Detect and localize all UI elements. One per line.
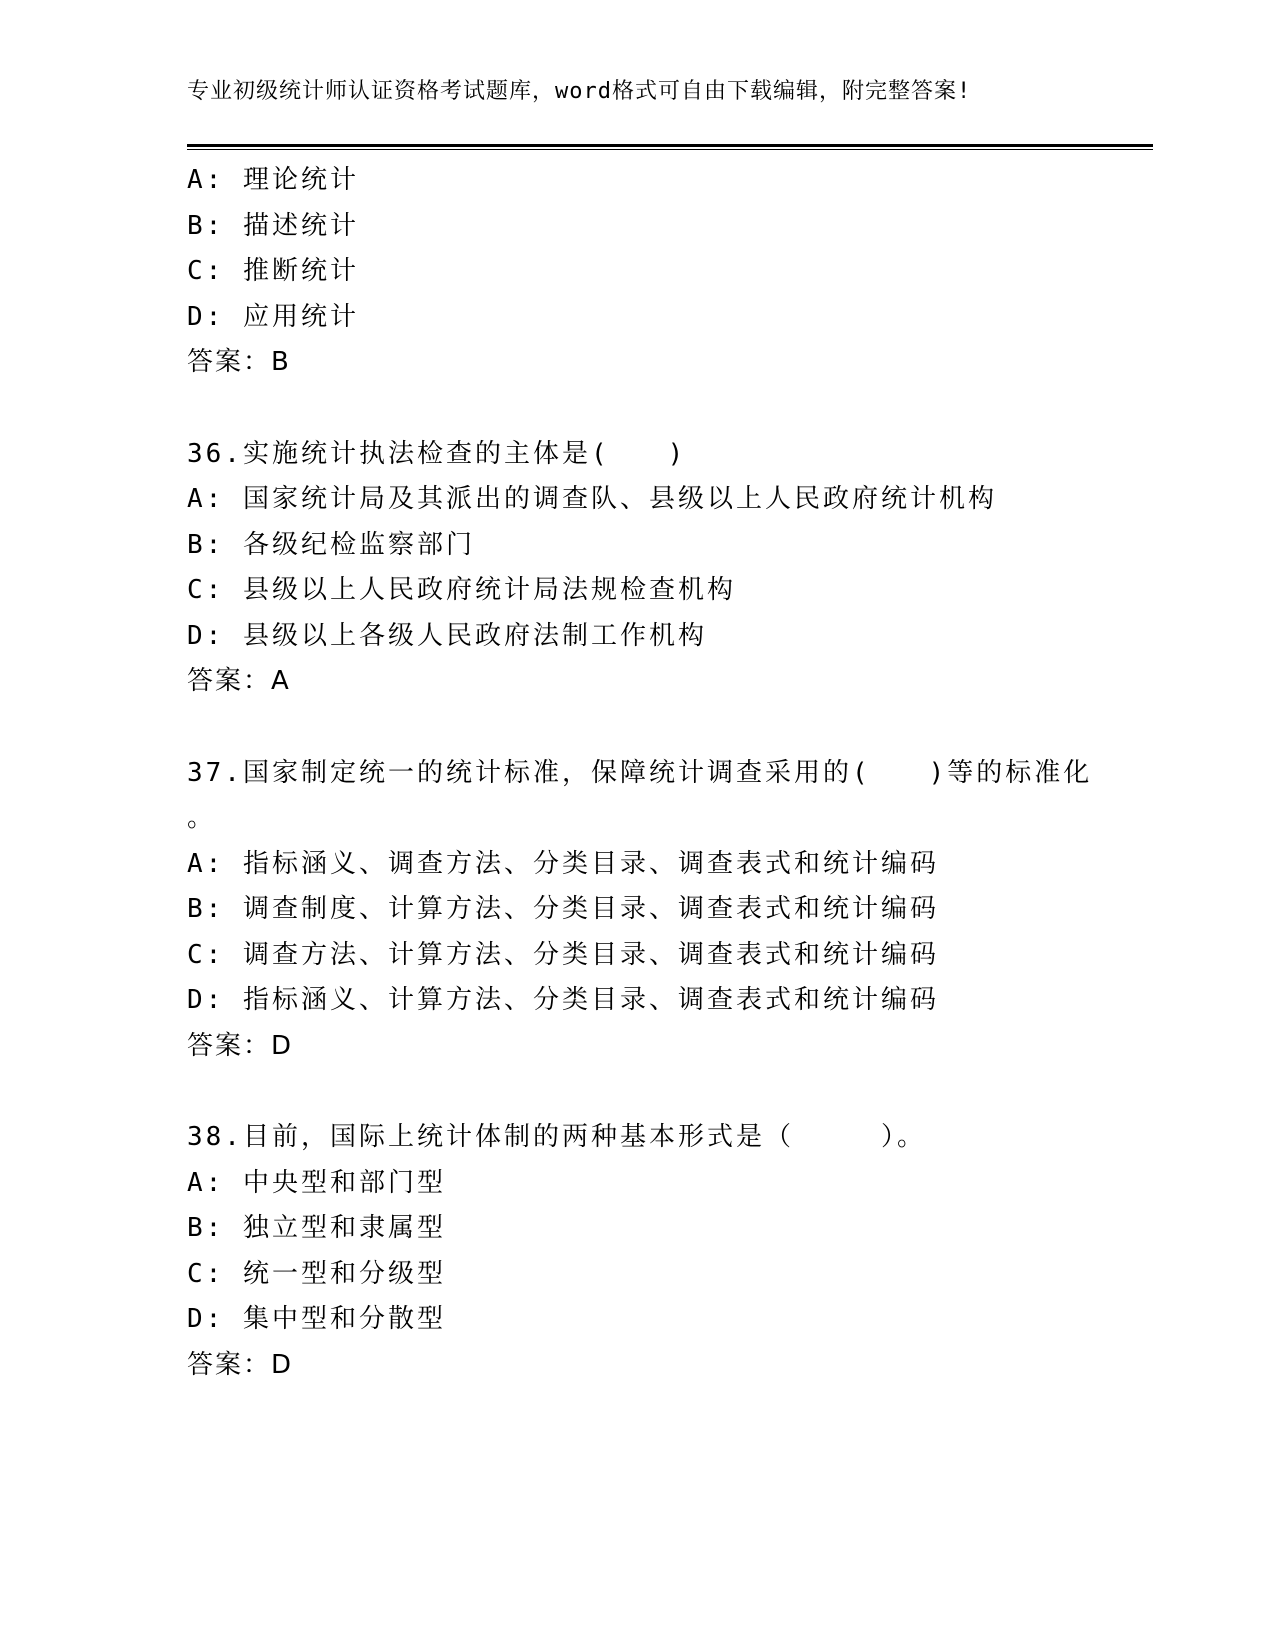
option-d: D: 县级以上各级人民政府法制工作机构 <box>187 620 707 651</box>
question-list <box>187 158 1117 1388</box>
option-c: C: 推断统计 <box>187 256 359 286</box>
question-block-38 <box>187 1115 1117 1388</box>
question-block-37 <box>187 751 1117 1070</box>
option-c: C: 县级以上人民政府统计局法规检查机构 <box>187 575 736 605</box>
question-text: 37.国家制定统一的统计标准，保障统计调查采用的( )等的标准化 <box>187 757 1093 788</box>
option-d: D: 指标涵义、计算方法、分类目录、调查表式和统计编码 <box>187 985 939 1015</box>
block-gap <box>187 386 1117 432</box>
option-b: B: 各级纪检监察部门 <box>187 529 475 560</box>
option-c: C: 调查方法、计算方法、分类目录、调查表式和统计编码 <box>187 939 939 970</box>
option-a: A: 理论统计 <box>187 165 359 195</box>
question-block-35 <box>187 158 1117 386</box>
option-c: C: 统一型和分级型 <box>187 1258 446 1289</box>
option-a: A: 中央型和部门型 <box>187 1167 446 1198</box>
option-b: B: 描述统计 <box>187 210 359 241</box>
option-b: B: 独立型和隶属型 <box>187 1213 446 1243</box>
question-text: 36.实施统计执法检查的主体是( ) <box>187 438 687 469</box>
block-gap <box>187 705 1117 751</box>
option-d: D: 集中型和分散型 <box>187 1304 446 1334</box>
block-gap <box>187 1069 1117 1115</box>
question-text: 38.目前，国际上统计体制的两种基本形式是（ ）。 <box>187 1122 926 1152</box>
question-text-continued: 。 <box>187 803 217 833</box>
question-block-36 <box>187 432 1117 705</box>
option-b: B: 调查制度、计算方法、分类目录、调查表式和统计编码 <box>187 894 939 924</box>
page-header: 专业初级统计师认证资格考试题库，word格式可自由下载编辑，附完整答案! <box>187 79 972 104</box>
answer: 答案：B <box>187 347 291 377</box>
option-a: A: 国家统计局及其派出的调查队、县级以上人民政府统计机构 <box>187 484 997 514</box>
answer: 答案：A <box>187 666 291 696</box>
header-rule <box>187 144 1153 150</box>
answer: 答案：D <box>187 1349 294 1380</box>
option-d: D: 应用统计 <box>187 301 359 332</box>
answer: 答案：D <box>187 1030 294 1061</box>
option-a: A: 指标涵义、调查方法、分类目录、调查表式和统计编码 <box>187 848 939 879</box>
